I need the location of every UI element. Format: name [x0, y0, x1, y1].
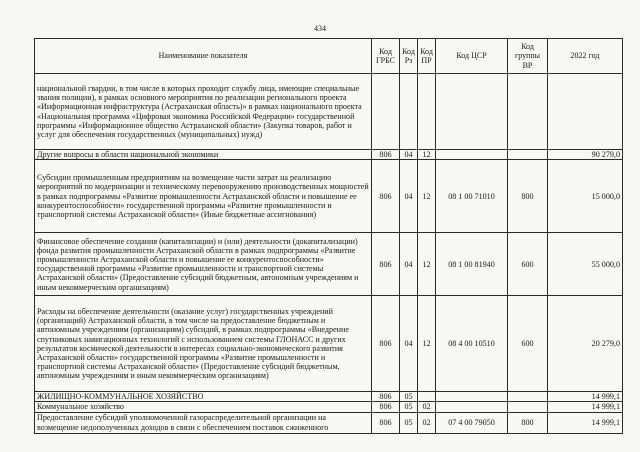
row-csr [436, 402, 508, 412]
row-pr: 12 [418, 233, 436, 296]
row-rz [400, 74, 418, 150]
page-number: 434 [314, 24, 326, 33]
table-row [35, 296, 623, 392]
row-name: Расходы на обеспечение деятельности (оказание услуг) государственных учреждений (организаций) Астраханской области, в том числе на предоставление бюджетным и автономным учреждениям (организациям) субсидий, в рамках подпрограммы «Внедрение спутниковых навигационных технологий с использованием системы ГЛОНАСС и других результатов космической деятельности в интересах социально-экономического развития Астраханской области» государственной программы «Развитие промышленности и транспортной системы Астраханской области» (Предоставление субсидий бюджетным, автономным учреждениям и иным некоммерческим организациям) [35, 296, 372, 392]
row-rz: 04 [400, 233, 418, 296]
row-vr [508, 402, 548, 412]
header-name: Наименование показателя [35, 39, 372, 74]
table-row [35, 392, 623, 402]
table-header-row [35, 39, 623, 74]
row-vr [508, 392, 548, 402]
row-rz: 04 [400, 296, 418, 392]
table-row [35, 150, 623, 160]
row-grbs: 806 [372, 402, 400, 412]
row-csr: 08 1 00 71010 [436, 160, 508, 233]
row-amount: 14 999,1 [548, 392, 623, 402]
row-pr [418, 392, 436, 402]
row-vr: 600 [508, 233, 548, 296]
row-csr: 08 4 00 10510 [436, 296, 508, 392]
row-grbs: 806 [372, 296, 400, 392]
row-csr: 07 4 00 79050 [436, 412, 508, 433]
row-grbs: 806 [372, 412, 400, 433]
row-grbs: 806 [372, 392, 400, 402]
table-row [35, 233, 623, 296]
row-pr: 12 [418, 150, 436, 160]
row-name: Другие вопросы в области национальной экономики [35, 150, 372, 160]
header-rz: Код Рз [400, 39, 418, 74]
row-rz: 04 [400, 160, 418, 233]
row-rz: 04 [400, 150, 418, 160]
row-vr [508, 150, 548, 160]
row-vr: 600 [508, 296, 548, 392]
row-amount: 90 279,0 [548, 150, 623, 160]
row-name: Предоставление субсидий уполномоченной газораспределительной организации на возмещение недополученных доходов в связи с обеспечением поставок сжиженного [35, 412, 372, 433]
row-name: Коммунальное хозяйство [35, 402, 372, 412]
row-csr: 08 1 00 81940 [436, 233, 508, 296]
table-row [35, 412, 623, 433]
row-name: Субсидии промышленным предприятиям на возмещение части затрат на реализацию мероприятий по модернизации и техническому перевооружению производственных мощностей в рамках подпрограммы «Развитие промышленности Астраханской области и повышение ее конкурентоспособности» государственной программы «Развитие промышленности и транспортной системы Астраханской области» (Иные бюджетные ассигнования) [35, 160, 372, 233]
row-amount: 55 000,0 [548, 233, 623, 296]
row-csr [436, 150, 508, 160]
row-grbs: 806 [372, 150, 400, 160]
row-csr [436, 74, 508, 150]
row-pr: 02 [418, 402, 436, 412]
row-amount: 20 279,0 [548, 296, 623, 392]
header-grbs: Код ГРБС [372, 39, 400, 74]
table-row [35, 74, 623, 150]
row-csr [436, 392, 508, 402]
row-pr: 12 [418, 296, 436, 392]
row-amount: 14 999,1 [548, 402, 623, 412]
row-vr: 800 [508, 412, 548, 433]
row-grbs: 806 [372, 160, 400, 233]
table-row [35, 160, 623, 233]
row-rz: 05 [400, 402, 418, 412]
header-pr: Код ПР [418, 39, 436, 74]
row-rz: 05 [400, 412, 418, 433]
row-rz: 05 [400, 392, 418, 402]
row-vr: 800 [508, 160, 548, 233]
row-pr [418, 74, 436, 150]
row-name: ЖИЛИЩНО-КОММУНАЛЬНОЕ ХОЗЯЙСТВО [35, 392, 372, 402]
row-pr: 12 [418, 160, 436, 233]
row-pr: 02 [418, 412, 436, 433]
row-name: национальной гвардии, в том числе в которых проходит службу лица, имеющие специальные звания полиции), в рамках основного мероприятия по реализации регионального проекта «Информационная инфраструктура (Астраханская область)» в рамках национального проекта «Национальная программа «Цифровая экономика Российской Федерации» государственной программы «Информационное общество Астраханской области» (Закупка товаров, работ и услуг для обеспечения государственных (муниципальных) нужд) [35, 74, 372, 150]
row-name: Финансовое обеспечение создания (капитализации) и (или) деятельности (докапитализации) фонда развития промышленности Астраханской области в рамках подпрограммы «Развитие промышленности Астраханской области и повышение ее конкурентоспособности» государственной программы «Развитие промышленности и транспортной системы Астраханской области» (Предоставление субсидий бюджетным, автономным учреждениям и иным некоммерческим организациям) [35, 233, 372, 296]
row-amount: 14 999,1 [548, 412, 623, 433]
budget-table [34, 38, 623, 434]
header-csr: Код ЦСР [436, 39, 508, 74]
header-vr: Код группы ВР [508, 39, 548, 74]
row-vr [508, 74, 548, 150]
row-amount: 15 000,0 [548, 160, 623, 233]
row-amount [548, 74, 623, 150]
row-grbs: 806 [372, 233, 400, 296]
row-grbs [372, 74, 400, 150]
table-row [35, 402, 623, 412]
header-year: 2022 год [548, 39, 623, 74]
